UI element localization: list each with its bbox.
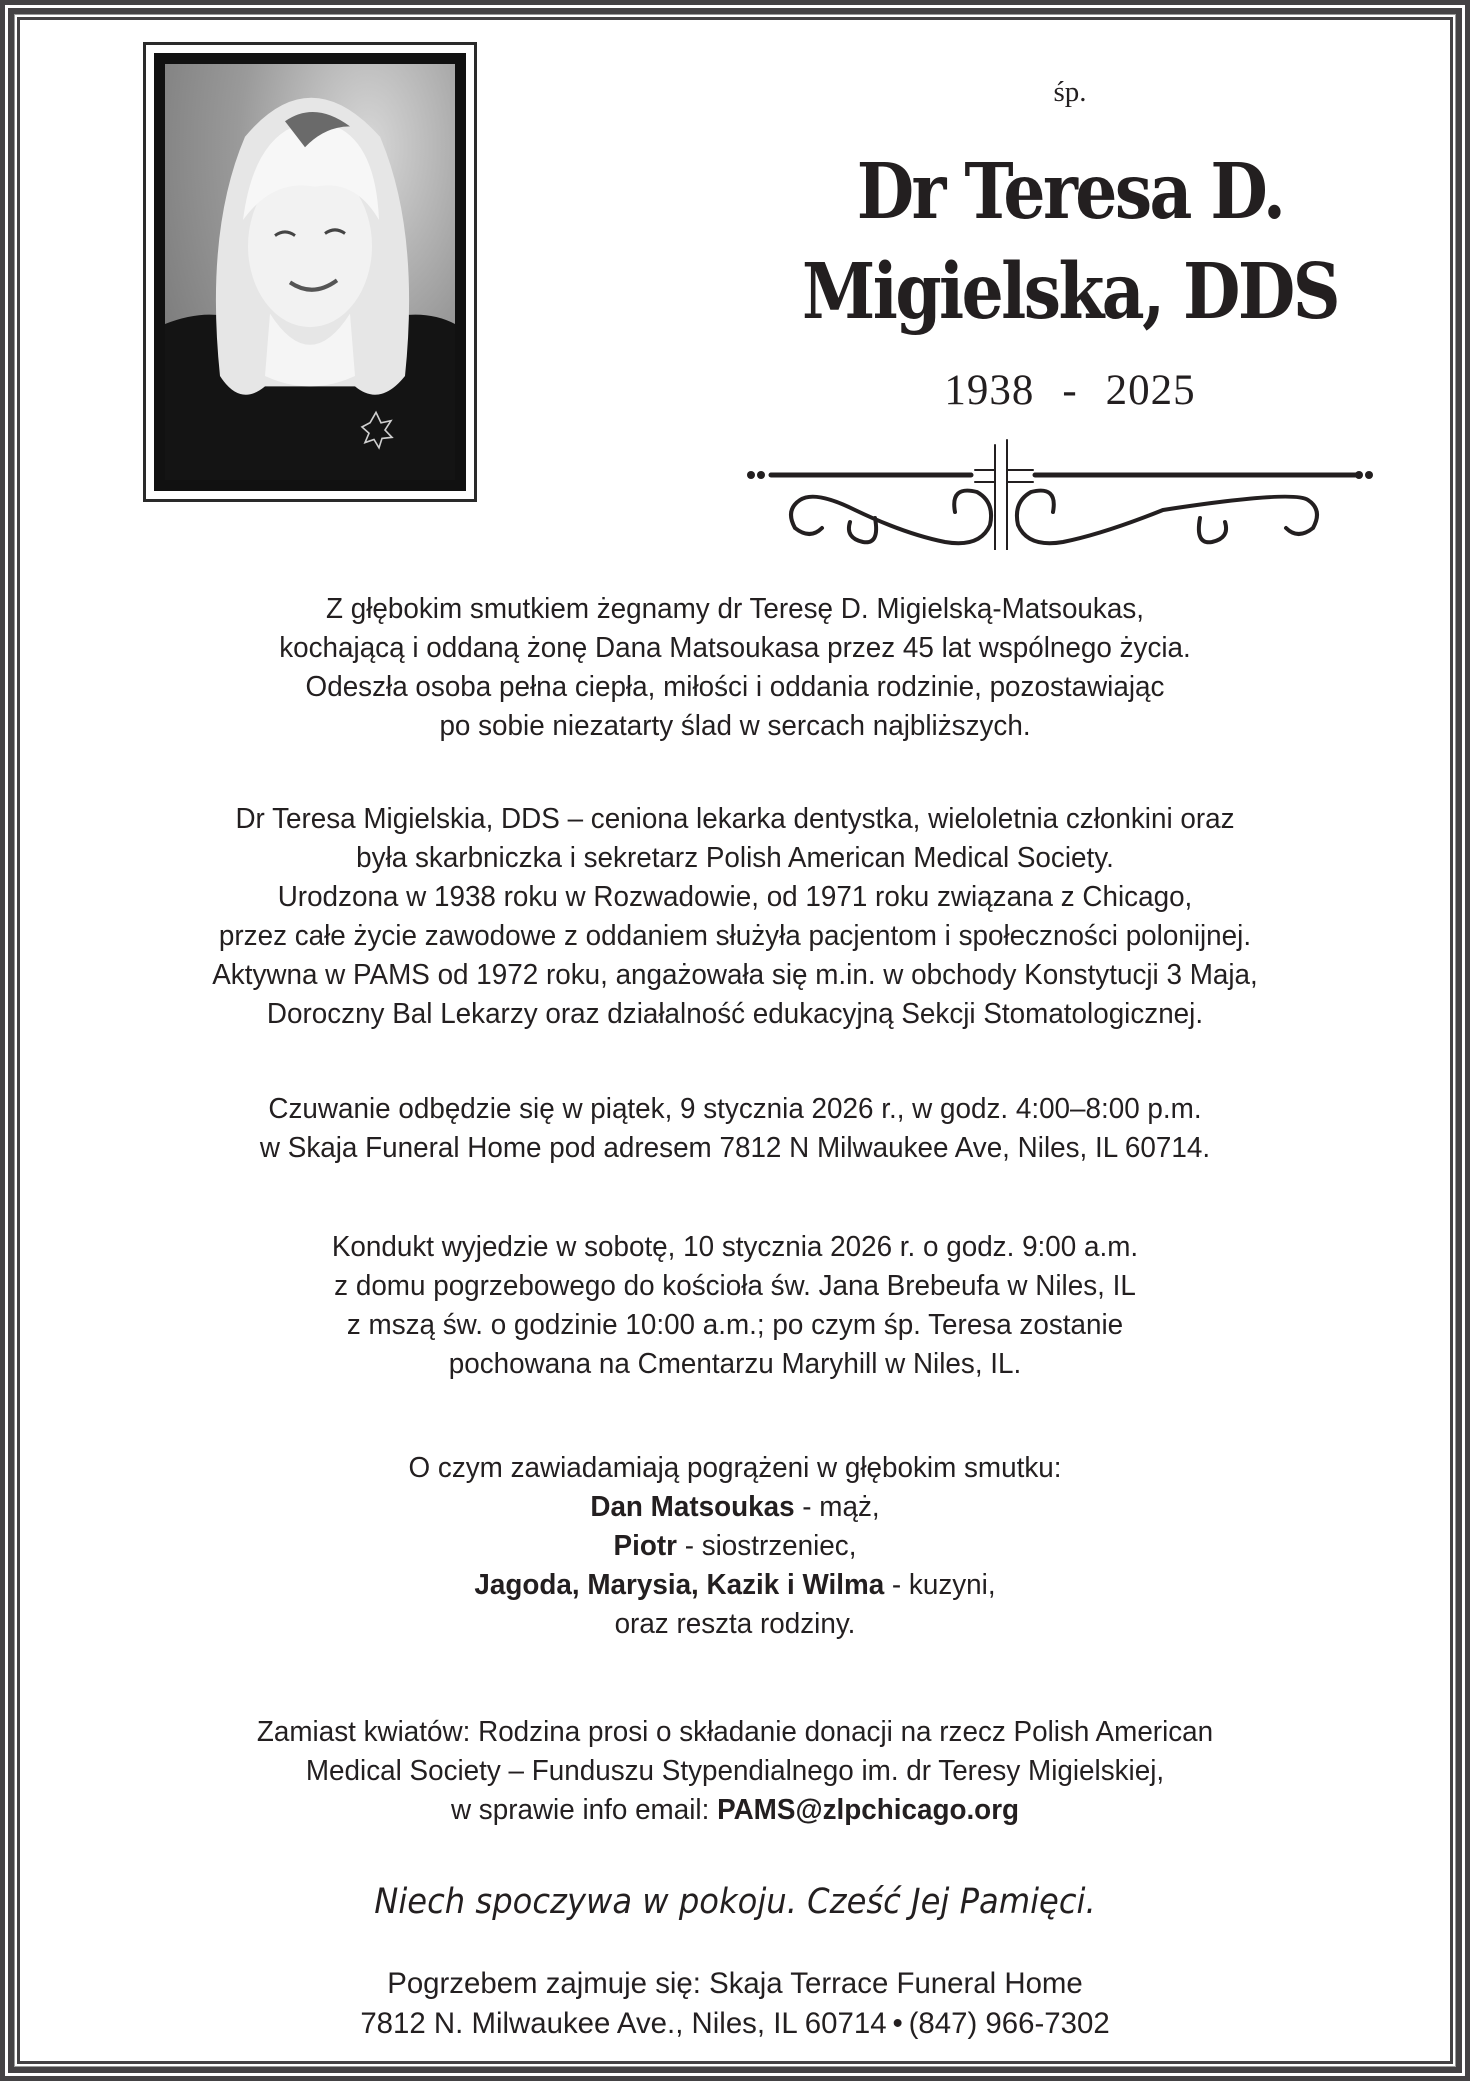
intro-line: po sobie niezatarty ślad w sercach najbliższych. [439,710,1031,742]
procession-line: z mszą św. o godzinie 10:00 a.m.; po czym śp. Teresa zostanie [346,1309,1124,1341]
wake-line: w Skaja Funeral Home pod adresem 7812 N Milwaukee Ave, Niles, IL 60714. [259,1132,1211,1164]
donation-email-link[interactable]: PAMS@zlpchicago.org [717,1794,1020,1826]
birth-year: 1938 [944,367,1035,414]
mourner-relation: - mąż, [794,1491,880,1523]
funeral-home-phone[interactable]: (847) 966-7302 [908,2007,1110,2040]
mourners-intro: O czym zawiadamiają pogrążeni w głębokim smutku: [408,1452,1062,1484]
intro-paragraph [68,590,1402,746]
funeral-home-contact [54,2004,1416,2044]
procession-line: Kondukt wyjedzie w sobotę, 10 stycznia 2026 r. o godz. 9:00 a.m. [331,1231,1139,1263]
funeral-home-footer [54,1964,1416,2044]
biography-line: Dr Teresa Migielskia, DDS – ceniona lekarka dentystka, wieloletnia członkini oraz [235,803,1235,835]
donation-line [68,1791,1402,1830]
bullet-separator: • [892,2007,903,2040]
portrait-frame [143,42,477,502]
date-separator: - [1062,367,1078,414]
intro-line: Odeszła osoba pełna ciepła, miłości i oddania rodzinie, pozostawiając [305,671,1165,703]
cross-divider-icon [745,430,1375,550]
mourner-names: Piotr [613,1530,677,1562]
prefix-sp: śp. [1053,76,1087,108]
donation-line: Zamiast kwiatów: Rodzina prosi o składanie donacji na rzecz Polish American [256,1716,1214,1748]
mourner-entry [68,1527,1402,1566]
intro-line: Z głębokim smutkiem żegnamy dr Teresę D. Migielską-Matsoukas, [326,593,1144,625]
deceased-name [743,142,1397,342]
procession-line: pochowana na Cmentarzu Maryhill w Niles, IL. [448,1348,1022,1380]
donation-line: Medical Society – Funduszu Stypendialnego im. dr Teresy Migielskiej, [305,1755,1165,1787]
portrait-photo [165,64,455,480]
life-dates [720,366,1420,415]
mourner-names: Dan Matsoukas [590,1491,795,1523]
mourners-closing: oraz reszta rodziny. [614,1608,856,1640]
biography-line: Aktywna w PAMS od 1972 roku, angażowała się m.in. w obchody Konstytucji 3 Maja, [212,959,1258,991]
portrait-illustration [165,64,455,480]
biography-line: Urodzona w 1938 roku w Rozwadowie, od 1971 roku związana z Chicago, [277,881,1193,913]
wake-line: Czuwanie odbędzie się w piątek, 9 stycznia 2026 r., w godz. 4:00–8:00 p.m. [268,1093,1202,1125]
intro-line: kochającą i oddaną żonę Dana Matsoukasa przez 45 lat wspólnego życia. [279,632,1191,664]
mourner-relation: - siostrzeniec, [676,1530,857,1562]
wake-paragraph [68,1090,1402,1168]
mourners-paragraph [68,1449,1402,1644]
name-line-2: Migielska, DDS [802,247,1338,337]
procession-paragraph [68,1228,1402,1384]
name-line-1: Dr Teresa D. [856,147,1284,237]
procession-line: z domu pogrzebowego do kościoła św. Jana Brebeufa w Niles, IL [334,1270,1136,1302]
mourner-names: Jagoda, Marysia, Kazik i Wilma [474,1569,885,1601]
biography-paragraph [68,800,1402,1034]
funeral-home-line: Pogrzebem zajmuje się: Skaja Terrace Funeral Home [387,1967,1083,2000]
biography-line: przez całe życie zawodowe z oddaniem służyła pacjentom i społeczności polonijnej. [218,920,1252,952]
mourner-entry [68,1488,1402,1527]
biography-line: była skarbniczka i sekretarz Polish American Medical Society. [356,842,1114,874]
portrait-mat [154,53,466,491]
biography-line: Doroczny Bal Lekarzy oraz działalność edukacyjną Sekcji Stomatologicznej. [266,998,1204,1030]
mourner-relation: - kuzyni, [884,1569,996,1601]
funeral-home-address: 7812 N. Milwaukee Ave., Niles, IL 60714 [360,2007,887,2040]
mourner-entry [68,1566,1402,1605]
closing-prayer: Niech spoczywa w pokoju. Cześć Jej Pamięci. [374,1882,1096,1922]
donation-email-prefix: w sprawie info email: [450,1794,718,1826]
death-year: 2025 [1105,367,1196,414]
donation-paragraph [68,1713,1402,1830]
